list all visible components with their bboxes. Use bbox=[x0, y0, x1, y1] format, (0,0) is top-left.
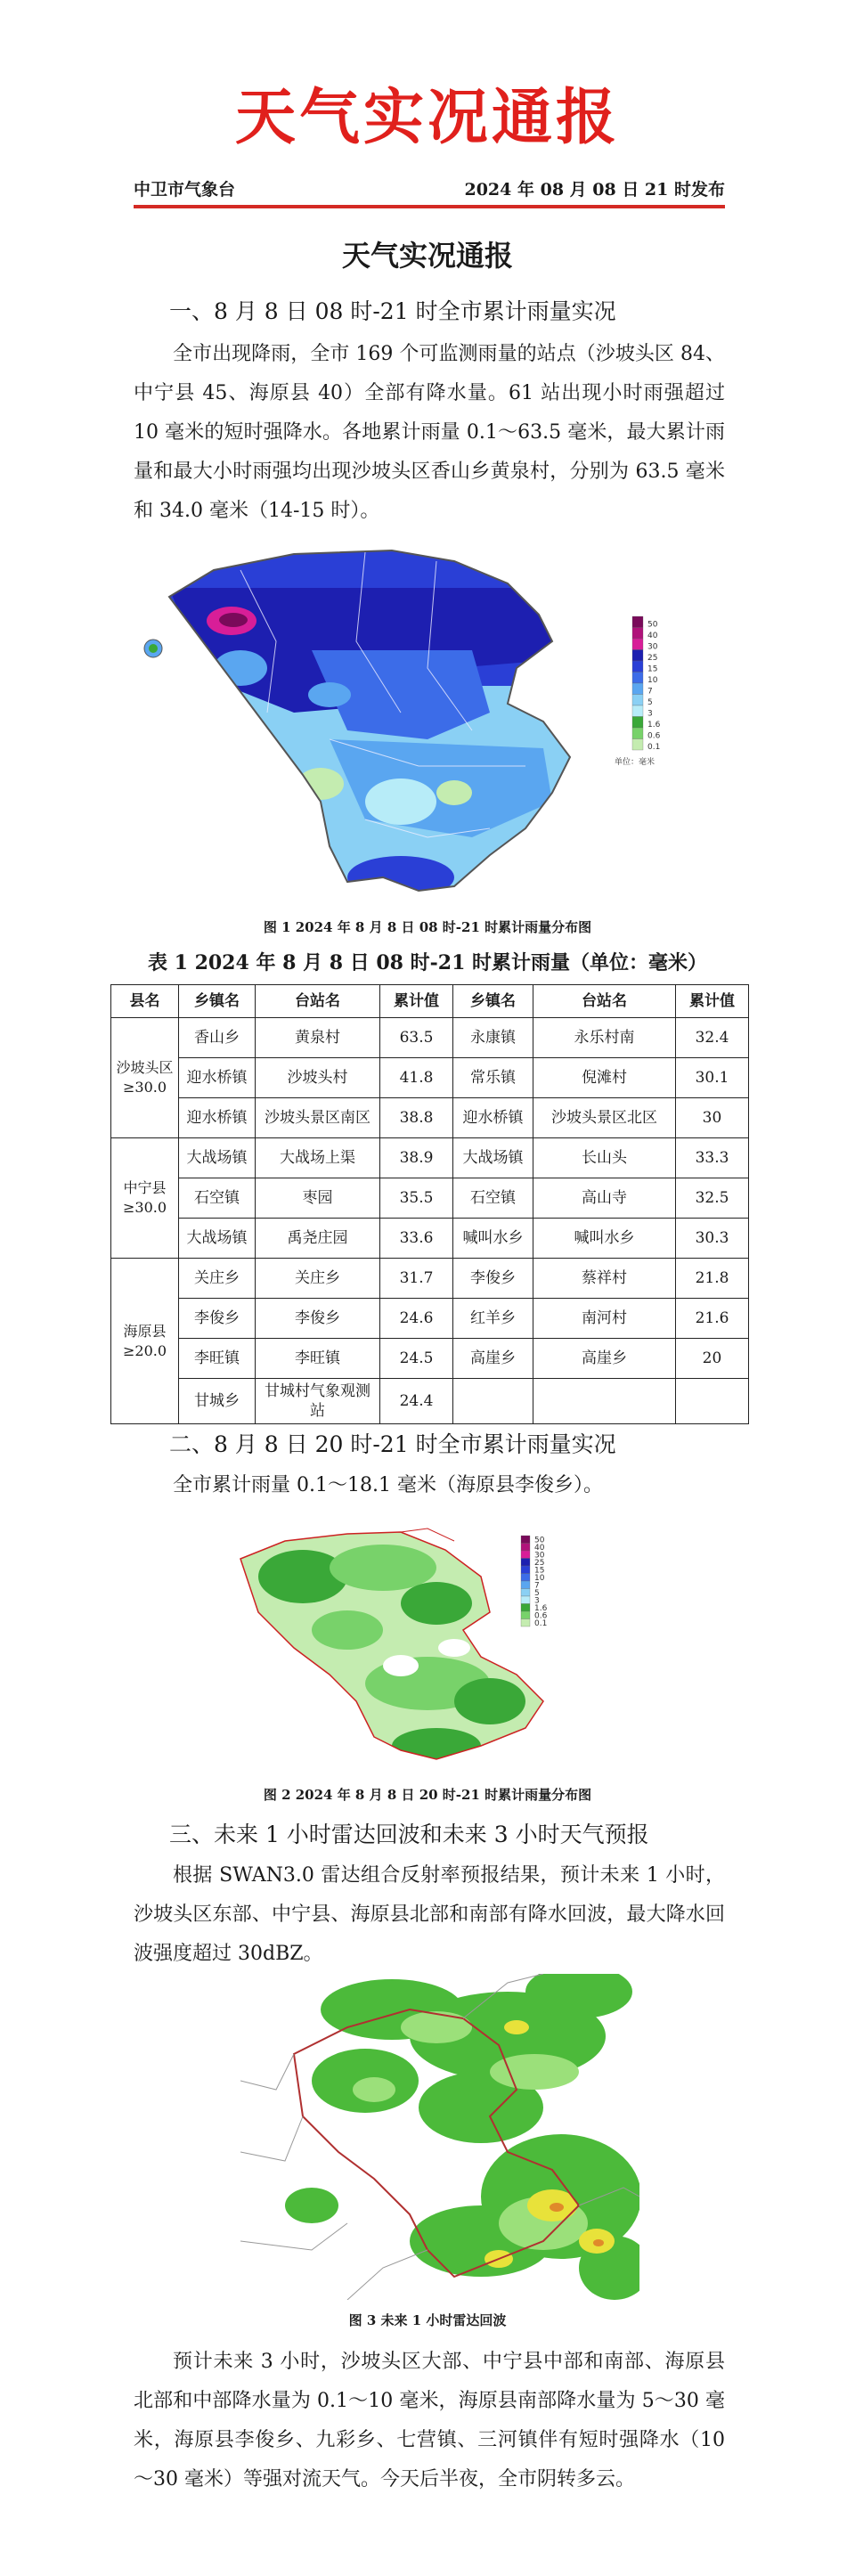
county-cell: 中宁县≥30.0 bbox=[111, 1138, 179, 1259]
legend-swatch bbox=[521, 1559, 530, 1567]
legend-swatch bbox=[521, 1581, 530, 1589]
header-station-2: 台站名 bbox=[533, 985, 676, 1018]
legend-swatch bbox=[521, 1574, 530, 1582]
township-cell bbox=[453, 1379, 533, 1424]
legend-swatch bbox=[632, 661, 643, 673]
legend-swatch bbox=[632, 673, 643, 684]
township-cell: 石空镇 bbox=[453, 1178, 533, 1219]
station-cell: 喊叫水乡 bbox=[533, 1219, 676, 1259]
township-cell: 高崖乡 bbox=[453, 1339, 533, 1379]
legend-label: 25 bbox=[534, 1559, 545, 1568]
value-cell: 30.1 bbox=[676, 1058, 749, 1098]
legend-label: 7 bbox=[534, 1581, 540, 1591]
legend-label: 15 bbox=[647, 664, 658, 674]
township-cell: 大战场镇 bbox=[453, 1138, 533, 1178]
township-cell: 香山乡 bbox=[179, 1018, 256, 1058]
table1-title: 表 1 2024 年 8 月 8 日 08 时-21 时累计雨量（单位：毫米） bbox=[147, 951, 708, 974]
rainfall-map-08-21 bbox=[134, 534, 725, 900]
station-cell: 沙坡头村 bbox=[256, 1058, 380, 1098]
township-cell: 迎水桥镇 bbox=[179, 1098, 256, 1138]
figure3-caption: 图 3 未来 1 小时雷达回波 bbox=[348, 2312, 507, 2328]
county-cell: 沙坡头区≥30.0 bbox=[111, 1018, 179, 1138]
section2-paragraph: 全市累计雨量 0.1～18.1 毫米（海原县李俊乡）。 bbox=[173, 1474, 603, 1496]
township-cell: 大战场镇 bbox=[179, 1138, 256, 1178]
value-cell: 24.5 bbox=[380, 1339, 453, 1379]
township-cell: 红羊乡 bbox=[453, 1299, 533, 1339]
legend-label: 5 bbox=[534, 1589, 540, 1598]
value-cell: 32.4 bbox=[676, 1018, 749, 1058]
value-cell: 21.6 bbox=[676, 1299, 749, 1339]
legend-swatch bbox=[632, 695, 643, 706]
legend-swatch bbox=[521, 1604, 530, 1612]
legend-label: 50 bbox=[534, 1536, 545, 1545]
legend-label: 0.6 bbox=[647, 731, 661, 741]
value-cell: 30 bbox=[676, 1098, 749, 1138]
table-header-row bbox=[111, 985, 749, 1018]
township-cell: 李俊乡 bbox=[453, 1259, 533, 1299]
legend-swatch bbox=[521, 1589, 530, 1597]
township-cell: 大战场镇 bbox=[179, 1219, 256, 1259]
value-cell: 24.6 bbox=[380, 1299, 453, 1339]
header-township: 乡镇名 bbox=[179, 985, 256, 1018]
township-cell: 喊叫水乡 bbox=[453, 1219, 533, 1259]
legend-label: 10 bbox=[647, 676, 658, 685]
legend-swatch bbox=[632, 705, 643, 717]
header-value: 累计值 bbox=[380, 985, 453, 1018]
legend-label: 1.6 bbox=[647, 721, 661, 730]
section1-paragraph: 全市出现降雨，全市 169 个可监测雨量的站点（沙坡头区 84、中宁县 45、海原县 40）全部有降水量。61 站出现小时雨强超过 10 毫米的短时强降水。各地累计雨量 0.1～63.5 毫米，最大累计雨量和最大小时雨强均出现沙坡头区香山乡黄泉村，分别为 63.5 毫米和 34.0 毫米（14-15 时）。 bbox=[134, 343, 725, 522]
table-row bbox=[111, 1339, 749, 1379]
value-cell: 33.3 bbox=[676, 1138, 749, 1178]
township-cell: 常乐镇 bbox=[453, 1058, 533, 1098]
township-cell: 李俊乡 bbox=[179, 1299, 256, 1339]
legend-label: 15 bbox=[534, 1566, 545, 1576]
figure2-caption: 图 2 2024 年 8 月 8 日 20 时-21 时累计雨量分布图 bbox=[263, 1787, 592, 1803]
legend-label: 25 bbox=[647, 654, 658, 663]
legend-label: 0.1 bbox=[534, 1619, 548, 1628]
table-row bbox=[111, 1178, 749, 1219]
value-cell: 35.5 bbox=[380, 1178, 453, 1219]
station-cell: 李俊乡 bbox=[256, 1299, 380, 1339]
township-cell: 李旺镇 bbox=[179, 1339, 256, 1379]
value-cell: 24.4 bbox=[380, 1379, 453, 1424]
legend-label: 40 bbox=[647, 632, 658, 640]
value-cell: 21.8 bbox=[676, 1259, 749, 1299]
township-cell: 永康镇 bbox=[453, 1018, 533, 1058]
legend-label: 30 bbox=[647, 642, 658, 652]
value-cell: 20 bbox=[676, 1339, 749, 1379]
station-cell: 黄泉村 bbox=[256, 1018, 380, 1058]
legend-label: 1.6 bbox=[534, 1604, 548, 1613]
legend-swatch bbox=[521, 1536, 530, 1544]
station-cell: 南河村 bbox=[533, 1299, 676, 1339]
legend-swatch bbox=[521, 1596, 530, 1604]
legend-swatch bbox=[632, 616, 643, 628]
legend-swatch bbox=[521, 1551, 530, 1559]
table-row bbox=[111, 1018, 749, 1058]
legend-swatch bbox=[632, 728, 643, 739]
value-cell: 30.3 bbox=[676, 1219, 749, 1259]
legend-swatch bbox=[521, 1566, 530, 1574]
table-row bbox=[111, 1058, 749, 1098]
legend-unit: 单位：毫米 bbox=[615, 758, 656, 767]
station-cell: 关庄乡 bbox=[256, 1259, 380, 1299]
station-cell: 禹尧庄园 bbox=[256, 1219, 380, 1259]
figure1-caption: 图 1 2024 年 8 月 8 日 08 时-21 时累计雨量分布图 bbox=[263, 919, 592, 935]
rainfall-legend-2 bbox=[521, 1536, 548, 1628]
header-county: 县名 bbox=[111, 985, 179, 1018]
section1-heading: 一、8 月 8 日 08 时-21 时全市累计雨量实况 bbox=[169, 298, 616, 324]
value-cell: 33.6 bbox=[380, 1219, 453, 1259]
station-cell: 蔡祥村 bbox=[533, 1259, 676, 1299]
legend-swatch bbox=[632, 639, 643, 650]
station-cell: 大战场上渠 bbox=[256, 1138, 380, 1178]
legend-label: 3 bbox=[534, 1596, 540, 1606]
legend-swatch bbox=[632, 683, 643, 695]
legend-label: 7 bbox=[647, 687, 653, 697]
township-cell: 迎水桥镇 bbox=[453, 1098, 533, 1138]
legend-label: 40 bbox=[534, 1544, 545, 1553]
rainfall-legend bbox=[632, 616, 661, 752]
station-cell: 高山寺 bbox=[533, 1178, 676, 1219]
legend-label: 50 bbox=[647, 620, 658, 630]
table-row bbox=[111, 1138, 749, 1178]
station-cell: 枣园 bbox=[256, 1178, 380, 1219]
township-cell: 迎水桥镇 bbox=[179, 1058, 256, 1098]
county-cell: 海原县≥20.0 bbox=[111, 1259, 179, 1424]
township-cell: 关庄乡 bbox=[179, 1259, 256, 1299]
document-title: 天气实况通报 bbox=[341, 239, 513, 273]
station-cell: 沙坡头景区北区 bbox=[533, 1098, 676, 1138]
legend-label: 0.6 bbox=[534, 1611, 548, 1621]
radar-echo-map bbox=[240, 1974, 639, 2300]
rainfall-map-20-21 bbox=[223, 1523, 579, 1764]
legend-swatch bbox=[521, 1619, 530, 1627]
legend-swatch bbox=[632, 739, 643, 751]
issuer-name: 中卫市气象台 bbox=[134, 180, 236, 200]
legend-swatch bbox=[632, 628, 643, 640]
station-cell: 甘城村气象观测站 bbox=[256, 1379, 380, 1424]
value-cell: 63.5 bbox=[380, 1018, 453, 1058]
station-cell: 长山头 bbox=[533, 1138, 676, 1178]
value-cell: 38.9 bbox=[380, 1138, 453, 1178]
table-row bbox=[111, 1379, 749, 1424]
section3-paragraph1: 根据 SWAN3.0 雷达组合反射率预报结果，预计未来 1 小时，沙坡头区东部、中宁县、海原县北部和南部有降水回波，最大降水回波强度超过 30dBZ。 bbox=[134, 1864, 725, 1965]
legend-label: 30 bbox=[534, 1551, 545, 1561]
header-station: 台站名 bbox=[256, 985, 380, 1018]
legend-label: 3 bbox=[647, 709, 653, 719]
legend-swatch bbox=[632, 717, 643, 729]
station-cell: 高崖乡 bbox=[533, 1339, 676, 1379]
value-cell: 32.5 bbox=[676, 1178, 749, 1219]
value-cell: 31.7 bbox=[380, 1259, 453, 1299]
township-cell: 甘城乡 bbox=[179, 1379, 256, 1424]
table-row bbox=[111, 1098, 749, 1138]
value-cell: 38.8 bbox=[380, 1098, 453, 1138]
rainfall-table bbox=[110, 984, 749, 1424]
legend-label: 5 bbox=[647, 698, 653, 707]
station-cell: 倪滩村 bbox=[533, 1058, 676, 1098]
legend-swatch bbox=[632, 650, 643, 662]
value-cell: 41.8 bbox=[380, 1058, 453, 1098]
table-row bbox=[111, 1219, 749, 1259]
legend-label: 10 bbox=[534, 1574, 545, 1583]
value-cell bbox=[676, 1379, 749, 1424]
station-cell: 李旺镇 bbox=[256, 1339, 380, 1379]
issuer-line bbox=[134, 176, 725, 200]
section3-paragraph2: 预计未来 3 小时，沙坡头区大部、中宁县中部和南部、海原县北部和中部降水量为 0.1～10 毫米，海原县南部降水量为 5～30 毫米，海原县李俊乡、九彩乡、七营镇、三河镇伴有短时强降水（10～30 毫米）等强对流天气。今天后半夜，全市阴转多云。 bbox=[134, 2351, 725, 2490]
header-divider bbox=[134, 205, 725, 208]
section3-heading: 三、未来 1 小时雷达回波和未来 3 小时天气预报 bbox=[169, 1822, 649, 1847]
legend-label: 0.1 bbox=[647, 743, 661, 752]
station-cell bbox=[533, 1379, 676, 1424]
legend-swatch bbox=[521, 1611, 530, 1619]
section2-heading: 二、8 月 8 日 20 时-21 时全市累计雨量实况 bbox=[169, 1431, 616, 1457]
station-cell: 沙坡头景区南区 bbox=[256, 1098, 380, 1138]
table-row bbox=[111, 1299, 749, 1339]
township-cell: 石空镇 bbox=[179, 1178, 256, 1219]
masthead-title: 天气实况通报 bbox=[234, 82, 620, 153]
issue-time: 2024 年 08 月 08 日 21 时发布 bbox=[464, 180, 725, 200]
table-row bbox=[111, 1259, 749, 1299]
station-cell: 永乐村南 bbox=[533, 1018, 676, 1058]
legend-swatch bbox=[521, 1544, 530, 1552]
header-township-2: 乡镇名 bbox=[453, 985, 533, 1018]
header-value-2: 累计值 bbox=[676, 985, 749, 1018]
